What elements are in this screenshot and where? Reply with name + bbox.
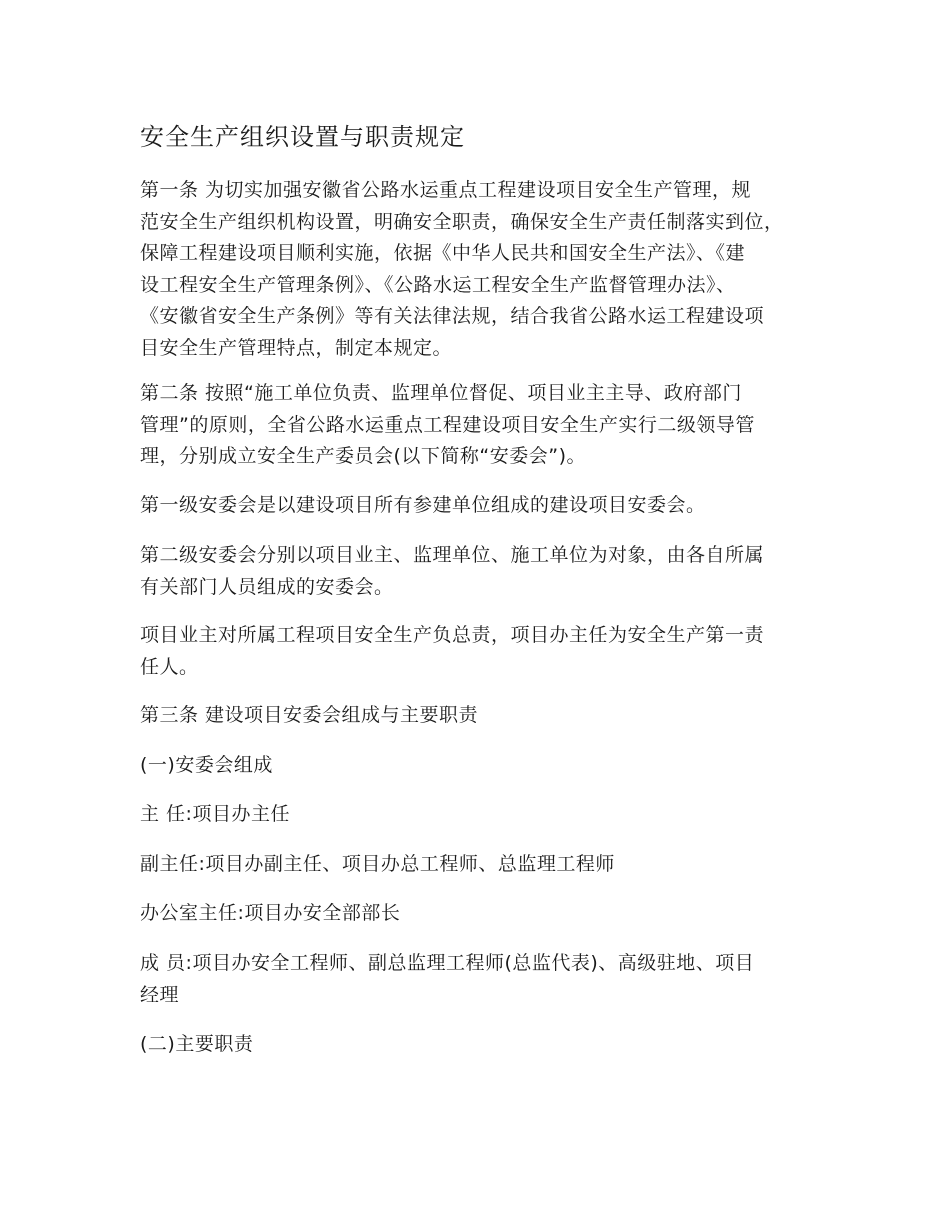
paragraph-line: 理，分别成立安全生产委员会(以下简称“安委会”)。: [140, 445, 587, 468]
section-composition-heading: [140, 750, 820, 782]
article-1-paragraph: [140, 175, 820, 365]
members-paragraph: [140, 948, 820, 1011]
paragraph-line: 副主任:项目办副主任、项目办总工程师、总监理工程师: [140, 853, 615, 875]
deputy-director-line: [140, 849, 820, 881]
office-director-line: [140, 898, 820, 930]
paragraph-line: 目安全生产管理特点，制定本规定。: [140, 336, 453, 359]
paragraph-line: 第二级安委会分别以项目业主、监理单位、施工单位为对象，由各自所属: [140, 544, 765, 566]
article-2-paragraph: [140, 378, 820, 473]
owner-responsibility-paragraph: [140, 620, 820, 683]
first-level-committee-paragraph: [140, 490, 820, 522]
paragraph-line: (二)主要职责: [140, 1033, 254, 1055]
paragraph-line: 办公室主任:项目办安全部部长: [140, 902, 401, 924]
paragraph-line: 管理”的原则，全省公路水运重点工程建设项目安全生产实行二级领导管: [140, 413, 755, 436]
paragraph-line: (一)安委会组成: [140, 754, 273, 776]
paragraph-line: 设工程安全生产管理条例》、《公路水运工程安全生产监督管理办法》、: [140, 273, 736, 296]
director-line: [140, 799, 820, 831]
paragraph-line: 第一条 为切实加强安徽省公路水运重点工程建设项目安全生产管理，规: [140, 179, 752, 201]
paragraph-line: 成 员:项目办安全工程师、副总监理工程师(总监代表)、高级驻地、项目: [140, 952, 755, 974]
paragraph-line: 有关部门人员组成的安委会。: [140, 575, 394, 598]
second-level-committee-paragraph: [140, 540, 820, 603]
paragraph-line: 第二条 按照“施工单位负责、监理单位督促、项目业主主导、政府部门: [140, 382, 742, 404]
paragraph-line: 保障工程建设项目顺利实施，依据《中华人民共和国安全生产法》、《建: [140, 242, 746, 265]
paragraph-line: 范安全生产组织机构设置，明确安全职责，确保安全生产责任制落实到位，: [140, 210, 784, 233]
section-duties-heading: [140, 1029, 820, 1061]
paragraph-line: 项目业主对所属工程项目安全生产负总责，项目办主任为安全生产第一责: [140, 624, 765, 646]
paragraph-line: 第一级安委会是以建设项目所有参建单位组成的建设项目安委会。: [140, 494, 706, 516]
paragraph-line: 《安徽省安全生产条例》等有关法律法规，结合我省公路水运工程建设项: [140, 305, 765, 328]
paragraph-line: 第三条 建设项目安委会组成与主要职责: [140, 704, 479, 726]
paragraph-line: 任人。: [140, 655, 199, 678]
paragraph-line: 经理: [140, 983, 180, 1006]
article-3-heading: [140, 700, 820, 732]
document-title: 安全生产组织设置与职责规定: [140, 123, 465, 151]
paragraph-line: 主 任:项目办主任: [140, 803, 290, 825]
